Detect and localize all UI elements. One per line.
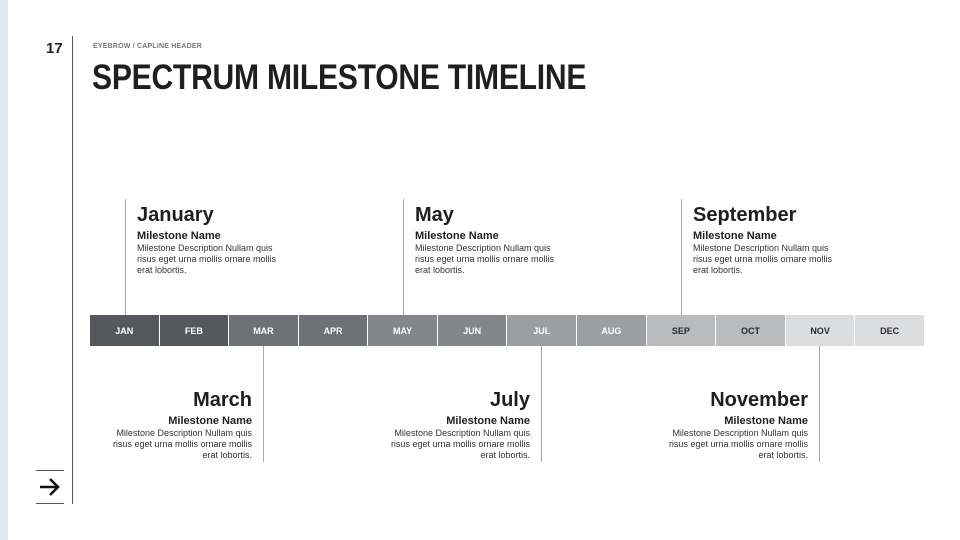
month-cell-jun: JUN [438, 315, 508, 346]
milestone-november [668, 388, 808, 461]
milestone-month: March [193, 389, 252, 411]
milestone-month: May [415, 204, 454, 226]
arrow-top-divider [36, 470, 64, 471]
milestone-july [390, 388, 530, 461]
month-cell-dec: DEC [855, 315, 924, 346]
month-cell-jan: JAN [90, 315, 160, 346]
milestone-january [137, 203, 277, 276]
milestone-may [415, 203, 555, 276]
milestone-name: Milestone Name [724, 415, 808, 427]
milestone-name: Milestone Name [693, 230, 777, 242]
arrow-right-icon[interactable] [38, 476, 62, 498]
milestone-month: November [710, 389, 808, 411]
connector-september [681, 199, 682, 315]
month-cell-apr: APR [299, 315, 369, 346]
connector-november [819, 346, 820, 462]
month-cell-aug: AUG [577, 315, 647, 346]
connector-january [125, 199, 126, 315]
milestone-march [112, 388, 252, 461]
month-cell-feb: FEB [160, 315, 230, 346]
milestone-name: Milestone Name [137, 230, 221, 242]
milestone-description: Milestone Description Nullam quis risus eget urna mollis ornare mollis erat lobortis. [390, 428, 530, 460]
milestone-name: Milestone Name [446, 415, 530, 427]
milestone-month: July [489, 389, 530, 411]
page-title: SPECTRUM MILESTONE TIMELINE [92, 58, 587, 97]
milestone-name: Milestone Name [168, 415, 252, 427]
month-cell-sep: SEP [647, 315, 717, 346]
milestone-month: September [693, 204, 797, 226]
connector-may [403, 199, 404, 315]
milestone-description: Milestone Description Nullam quis risus eget urna mollis ornare mollis erat lobortis. [137, 243, 277, 275]
left-accent-strip [0, 0, 8, 540]
month-timeline-bar [90, 315, 924, 346]
month-cell-oct: OCT [716, 315, 786, 346]
eyebrow-header: EYEBROW / CAPLINE HEADER [93, 43, 203, 50]
milestone-month: January [137, 204, 214, 226]
milestone-description: Milestone Description Nullam quis risus eget urna mollis ornare mollis erat lobortis. [668, 428, 808, 460]
milestone-description: Milestone Description Nullam quis risus eget urna mollis ornare mollis erat lobortis. [415, 243, 555, 275]
month-cell-mar: MAR [229, 315, 299, 346]
connector-july [541, 346, 542, 462]
month-cell-nov: NOV [786, 315, 856, 346]
arrow-bottom-divider [36, 503, 64, 504]
month-cell-jul: JUL [507, 315, 577, 346]
connector-march [263, 346, 264, 462]
page-number: 17 [46, 40, 63, 57]
milestone-description: Milestone Description Nullam quis risus eget urna mollis ornare mollis erat lobortis. [693, 243, 833, 275]
month-cell-may: MAY [368, 315, 438, 346]
milestone-description: Milestone Description Nullam quis risus eget urna mollis ornare mollis erat lobortis. [112, 428, 252, 460]
vertical-divider [72, 36, 73, 504]
milestone-name: Milestone Name [415, 230, 499, 242]
milestone-september [693, 203, 833, 276]
